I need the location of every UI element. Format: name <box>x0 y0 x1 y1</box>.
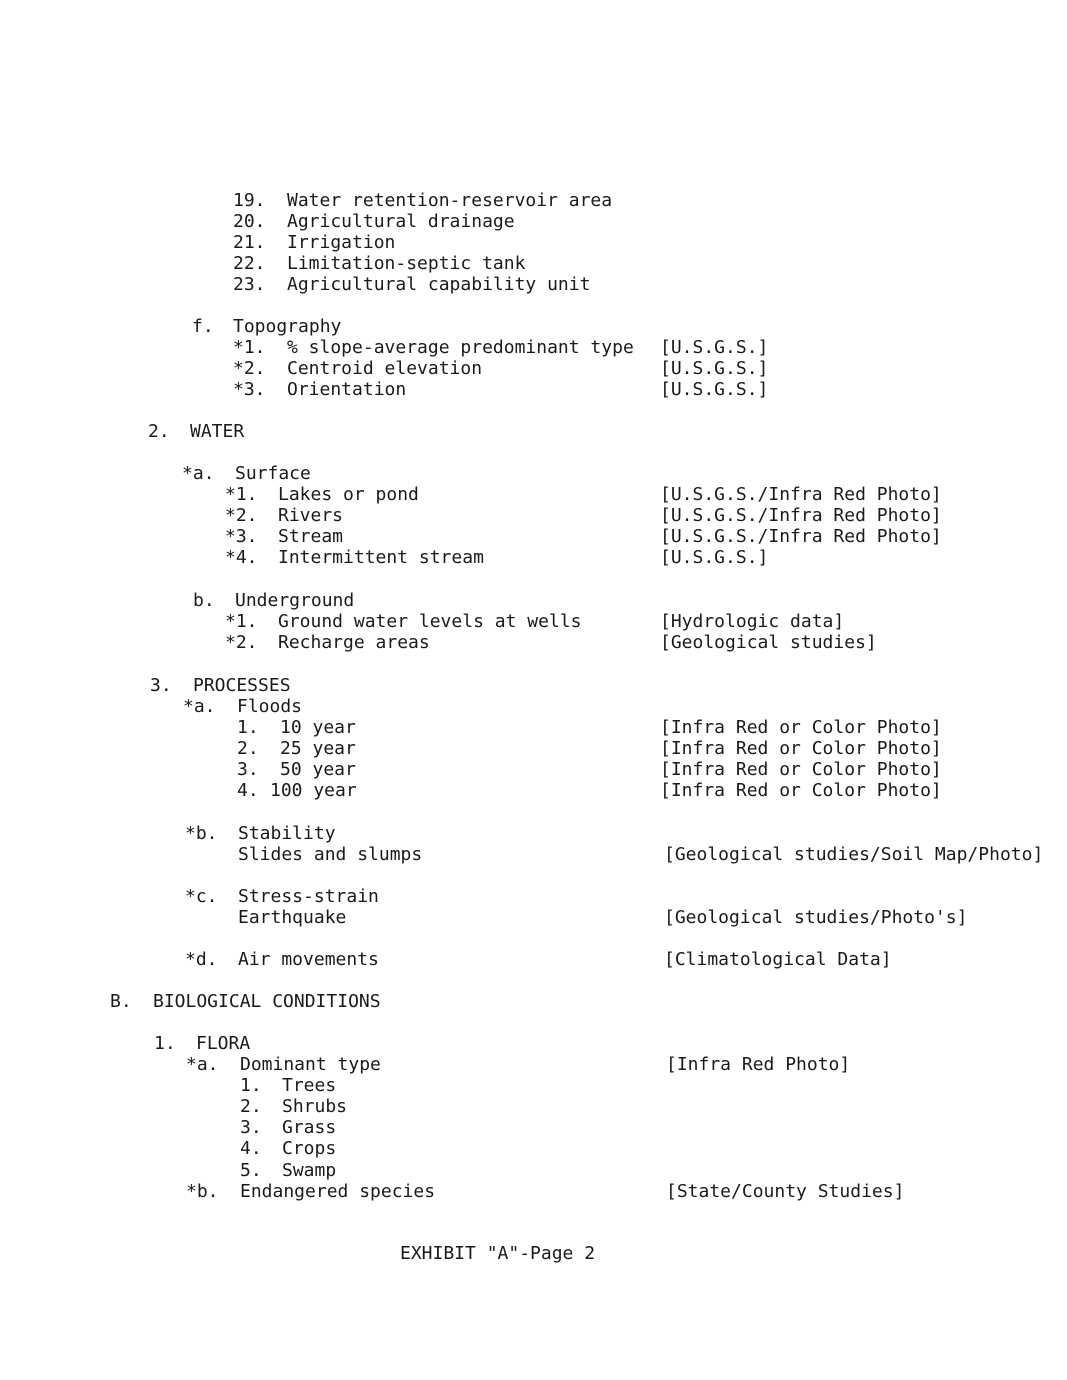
data-source: [Climatological Data] <box>664 949 892 970</box>
list-item <box>0 1138 337 1159</box>
item-text: Stress-strain <box>238 886 379 907</box>
item-text: Topography <box>233 316 342 337</box>
item-number: 1. <box>237 717 259 738</box>
section-heading <box>0 1033 251 1054</box>
item-number: *4. <box>225 547 258 568</box>
list-item <box>0 526 942 547</box>
item-number: 20. <box>233 211 266 232</box>
list-item <box>0 190 613 211</box>
item-text: Dominant type <box>240 1054 381 1075</box>
data-source: [Infra Red or Color Photo] <box>660 738 942 759</box>
item-text: 25 year <box>280 738 356 759</box>
list-item <box>0 844 1044 865</box>
section-heading <box>0 991 381 1012</box>
item-text: BIOLOGICAL CONDITIONS <box>153 991 381 1012</box>
list-item <box>0 505 942 526</box>
item-text: Intermittent stream <box>278 547 484 568</box>
item-number: *2. <box>225 632 258 653</box>
section-heading <box>0 421 245 442</box>
item-number: 2. <box>237 738 259 759</box>
list-item <box>0 717 942 738</box>
data-source: [U.S.G.S.] <box>660 379 769 400</box>
list-item <box>0 253 526 274</box>
item-text: Floods <box>237 696 303 717</box>
item-number: *3. <box>225 526 258 547</box>
item-number: 4. <box>237 780 259 801</box>
item-text: Irrigation <box>287 232 396 253</box>
section-heading <box>0 886 379 907</box>
item-number: 1. <box>154 1033 176 1054</box>
item-number: 4. <box>240 1138 262 1159</box>
item-number: *c. <box>185 886 218 907</box>
item-text: Air movements <box>238 949 379 970</box>
data-source: [Geological studies/Photo's] <box>664 907 968 928</box>
list-item <box>0 1160 337 1181</box>
item-text: Crops <box>282 1138 337 1159</box>
item-text: Ground water levels at wells <box>278 611 582 632</box>
section-heading <box>0 675 291 696</box>
list-item <box>0 337 769 358</box>
item-number: *a. <box>186 1054 219 1075</box>
item-text: Agricultural drainage <box>287 211 515 232</box>
item-text: Stream <box>278 526 344 547</box>
list-item <box>0 949 892 970</box>
item-number: 22. <box>233 253 266 274</box>
list-item <box>0 484 942 505</box>
item-text: Rivers <box>278 505 344 526</box>
item-number: *a. <box>183 696 216 717</box>
section-heading <box>0 590 355 611</box>
page-footer: EXHIBIT "A"-Page 2 <box>400 1243 596 1264</box>
item-text: PROCESSES <box>193 675 291 696</box>
item-text: Grass <box>282 1117 337 1138</box>
data-source: [U.S.G.S.] <box>660 358 769 379</box>
item-number: 3. <box>240 1117 262 1138</box>
item-number: *a. <box>182 463 215 484</box>
item-number: 19. <box>233 190 266 211</box>
item-text: Slides and slumps <box>238 844 423 865</box>
data-source: [State/County Studies] <box>666 1181 905 1202</box>
item-number: 3. <box>237 759 259 780</box>
item-text: Swamp <box>282 1160 337 1181</box>
data-source: [Geological studies] <box>660 632 877 653</box>
item-text: Limitation-septic tank <box>287 253 526 274</box>
item-number: B. <box>110 991 132 1012</box>
item-number: 23. <box>233 274 266 295</box>
data-source: [U.S.G.S.] <box>660 547 769 568</box>
list-item <box>0 738 942 759</box>
item-text: Lakes or pond <box>278 484 419 505</box>
item-text: Stability <box>238 823 336 844</box>
item-number: *1. <box>225 484 258 505</box>
item-text: Shrubs <box>282 1096 348 1117</box>
item-text: Centroid elevation <box>287 358 483 379</box>
list-item <box>0 1181 905 1202</box>
list-item <box>0 211 515 232</box>
list-item <box>0 759 942 780</box>
item-text: WATER <box>190 421 245 442</box>
data-source: [Hydrologic data] <box>660 611 845 632</box>
data-source: [Infra Red Photo] <box>666 1054 851 1075</box>
list-item <box>0 907 968 928</box>
item-number: b. <box>193 590 215 611</box>
list-item <box>0 780 942 801</box>
item-number: f. <box>192 316 214 337</box>
section-heading <box>0 823 336 844</box>
item-text: Endangered species <box>240 1181 436 1202</box>
list-item <box>0 1096 348 1117</box>
item-text: 10 year <box>280 717 356 738</box>
data-source: [U.S.G.S./Infra Red Photo] <box>660 505 942 526</box>
item-number: 5. <box>240 1160 262 1181</box>
item-text: % slope-average predominant type <box>287 337 634 358</box>
item-text: 50 year <box>280 759 356 780</box>
item-number: *1. <box>233 337 266 358</box>
item-text: 100 year <box>270 780 357 801</box>
item-text: Earthquake <box>238 907 347 928</box>
item-text: Agricultural capability unit <box>287 274 591 295</box>
item-text: Water retention-reservoir area <box>287 190 613 211</box>
item-number: *2. <box>233 358 266 379</box>
list-item <box>0 232 396 253</box>
item-text: Trees <box>282 1075 337 1096</box>
item-number: *2. <box>225 505 258 526</box>
data-source: [Geological studies/Soil Map/Photo] <box>664 844 1044 865</box>
section-heading <box>0 316 342 337</box>
item-number: 2. <box>148 421 170 442</box>
list-item <box>0 1054 851 1075</box>
item-number: *1. <box>225 611 258 632</box>
list-item <box>0 632 877 653</box>
item-number: 2. <box>240 1096 262 1117</box>
list-item <box>0 379 769 400</box>
list-item <box>0 358 769 379</box>
data-source: [Infra Red or Color Photo] <box>660 717 942 738</box>
data-source: [U.S.G.S./Infra Red Photo] <box>660 526 942 547</box>
item-text: Underground <box>235 590 355 611</box>
item-text: FLORA <box>196 1033 251 1054</box>
item-number: *b. <box>186 1181 219 1202</box>
data-source: [U.S.G.S./Infra Red Photo] <box>660 484 942 505</box>
item-number: 3. <box>150 675 172 696</box>
item-number: *d. <box>185 949 218 970</box>
item-number: 1. <box>240 1075 262 1096</box>
list-item <box>0 547 769 568</box>
item-number: *b. <box>185 823 218 844</box>
item-text: Orientation <box>287 379 407 400</box>
list-item <box>0 1117 337 1138</box>
list-item <box>0 274 591 295</box>
data-source: [Infra Red or Color Photo] <box>660 780 942 801</box>
data-source: [U.S.G.S.] <box>660 337 769 358</box>
item-text: Surface <box>235 463 311 484</box>
section-heading <box>0 463 311 484</box>
section-heading <box>0 696 303 717</box>
list-item <box>0 1075 337 1096</box>
item-number: *3. <box>233 379 266 400</box>
list-item <box>0 611 845 632</box>
item-text: Recharge areas <box>278 632 430 653</box>
item-number: 21. <box>233 232 266 253</box>
data-source: [Infra Red or Color Photo] <box>660 759 942 780</box>
